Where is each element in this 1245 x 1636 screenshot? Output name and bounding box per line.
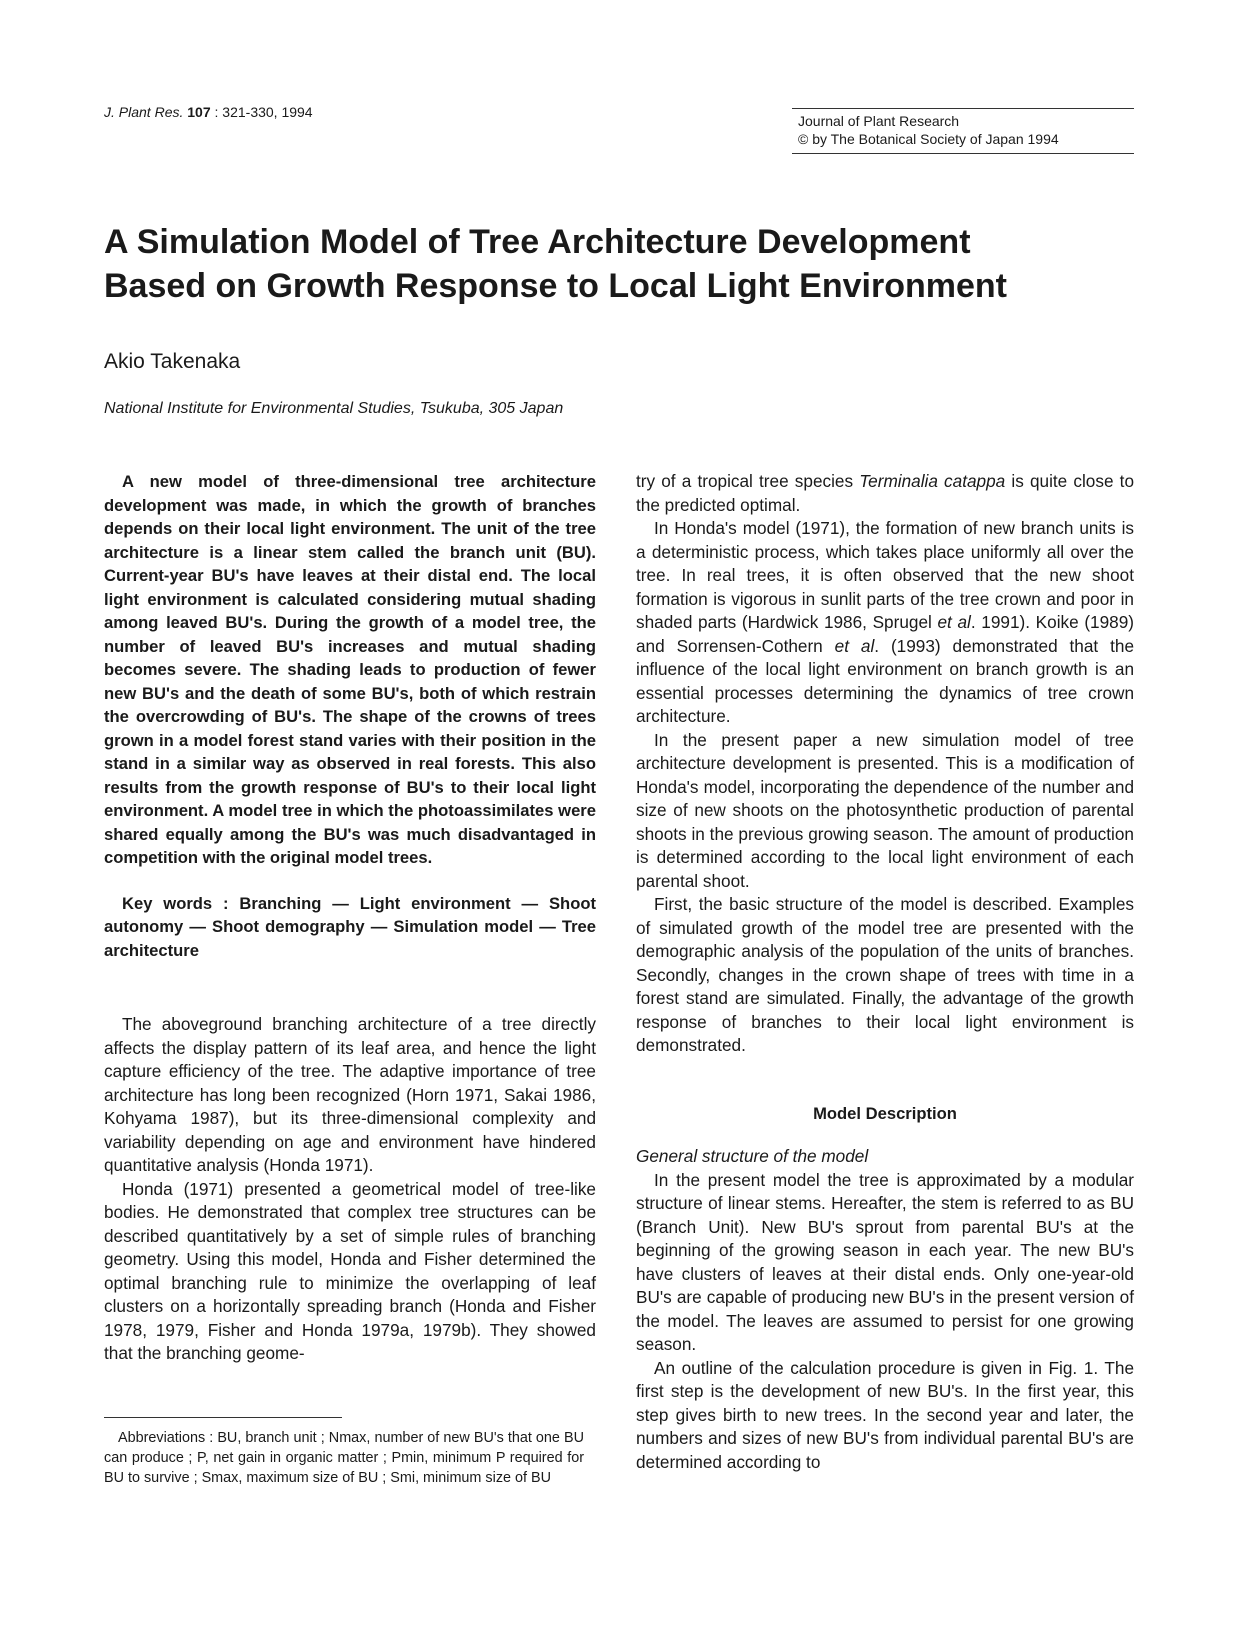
page-range: : 321-330, 1994 <box>214 104 313 120</box>
title-line-2: Based on Growth Response to Local Light Environment <box>104 267 1007 305</box>
et-al: et al <box>937 612 971 632</box>
text-run: . (1993) demonstrated that the influence of the local light environment on branch growth is an essential processes determining the dynamics of tree crown architecture. <box>636 635 1134 726</box>
abstract <box>104 470 596 870</box>
introduction <box>104 1013 596 1366</box>
keywords-text: Branching — Light environment — Shoot autonomy — Shoot demography — Simulation model — Tree architecture <box>104 893 596 960</box>
right-column <box>636 470 1134 1474</box>
journal-name: Journal of Plant Research <box>798 113 960 129</box>
author-name: Akio Takenaka <box>104 350 241 373</box>
left-column <box>104 470 596 1366</box>
journal-citation <box>104 104 313 120</box>
title-line-1: A Simulation Model of Tree Architecture Development <box>104 223 971 261</box>
journal-abbrev: J. Plant Res. <box>104 104 184 120</box>
journal-info-box <box>792 108 1134 154</box>
subsection-heading: General structure of the model <box>636 1146 869 1166</box>
intro-paragraph-4: In the present paper a new simulation model of tree architecture development is presented. This is a modification of Honda's model, incorporating the dependence of the number and size of new shoots on the photosynthetic production of parental shoots in the previous growing season. The amount of production is determined according to the local light environment of each parental shoot. <box>636 729 1134 891</box>
intro-paragraph-5: First, the basic structure of the model is described. Examples of simulated growth of the model tree are presented with the demographic analysis of the population of the units of branches. Secondly, changes in the crown shape of trees with time in a forest stand are simulated. Finally, the advantage of the growth response of branches to their local light environment is demonstrated. <box>636 894 1134 1055</box>
abstract-text: A new model of three-dimensional tree architecture development was made, in which the growth of branches depends on their local light environment. The unit of the tree architecture is a linear stem called the branch unit (BU). Current-year BU's have leaves at their distal end. The local light environment is calculated considering mutual shading among leaved BU's. During the growth of a model tree, the number of leaved BU's increases and mutual shading becomes severe. The shading leads to production of fewer new BU's and the death of some BU's, both of which restrain the overcrowding of BU's. The shape of the crowns of trees grown in a model forest stand varies with their position in the stand in a similar way as observed in real forests. This also results from the growth response of BU's to their local light environment. A model tree in which the photoassimilates were shared equally among the BU's was much disadvantaged in competition with the original model trees. <box>104 472 596 867</box>
text-run: In Honda's model (1971), the formation of new branch units is a deterministic process, which takes place uniformly all over the tree. In real trees, it is often observed that the new shoot formation is vigorous in sunlit parts of the tree crown and poor in shaded parts (Hardwick 1986, Sprugel <box>636 518 1134 632</box>
footnote-divider <box>104 1417 342 1418</box>
section-heading: Model Description <box>813 1103 957 1123</box>
model-paragraph-2: An outline of the calculation procedure is given in Fig. 1. The first step is the development of new BU's. In the first year, this step gives birth to new trees. In the second year and later, the numbers and sizes of new BU's from individual parental BU's are determined according to <box>636 1357 1134 1472</box>
text-run: . 1991). Koike (1989) and Sorrensen-Cothern <box>636 612 1135 656</box>
intro-paragraph-1: The aboveground branching architecture of a tree directly affects the display pattern of its leaf area, and hence the light capture efficiency of the tree. The adaptive importance of tree architecture has long been recognized (Horn 1971, Sakai 1986, Kohyama 1987), but its three-dimensional complexity and variability depending on age and environment have hindered quantitative analysis (Honda 1971). <box>104 1014 596 1175</box>
text-run: is quite close to the predicted optimal. <box>636 471 1135 515</box>
species-name: Terminalia catappa <box>859 471 1006 491</box>
article-title <box>104 220 1154 308</box>
et-al: et al <box>834 635 875 656</box>
volume-number: 107 <box>187 104 211 120</box>
abbreviations-footnote: Abbreviations : BU, branch unit ; Nmax, number of new BU's that one BU can produce ; P, net gain in organic matter ; Pmin, minimum P required for BU to survive ; Smax, maximum size of BU ; Smi, minimum size of BU <box>104 1430 584 1486</box>
intro-paragraph-2: Honda (1971) presented a geometrical model of tree-like bodies. He demonstrated that complex tree structures can be described quantitatively by a set of simple rules of branching geometry. Using this model, Honda and Fisher determined the optimal branching rule to minimize the overlapping of leaf clusters on a horizontally spreading branch (Honda and Fisher 1978, 1979, Fisher and Honda 1979a, 1979b). They showed that the branching geome- <box>104 1178 596 1363</box>
intro-paragraph-3 <box>636 517 1134 729</box>
keywords-label: Key words : <box>122 893 229 913</box>
model-paragraph-1: In the present model the tree is approximated by a modular structure of linear stems. Hereafter, the stem is referred to as BU (Branch Unit). New BU's sprout from parental BU's at the beginning of the growing season in each year. The new BU's have clusters of leaves at their distal ends. Only one-year-old BU's are capable of producing new BU's in the present version of the model. The leaves are assumed to persist for one growing season. <box>636 1169 1134 1354</box>
text-run: try of a tropical tree species <box>636 471 860 491</box>
author-affiliation: National Institute for Environmental Studies, Tsukuba, 305 Japan <box>104 400 564 417</box>
continued-paragraph <box>636 470 1134 517</box>
keywords <box>104 892 596 963</box>
copyright-notice: © by The Botanical Society of Japan 1994 <box>798 131 1059 147</box>
